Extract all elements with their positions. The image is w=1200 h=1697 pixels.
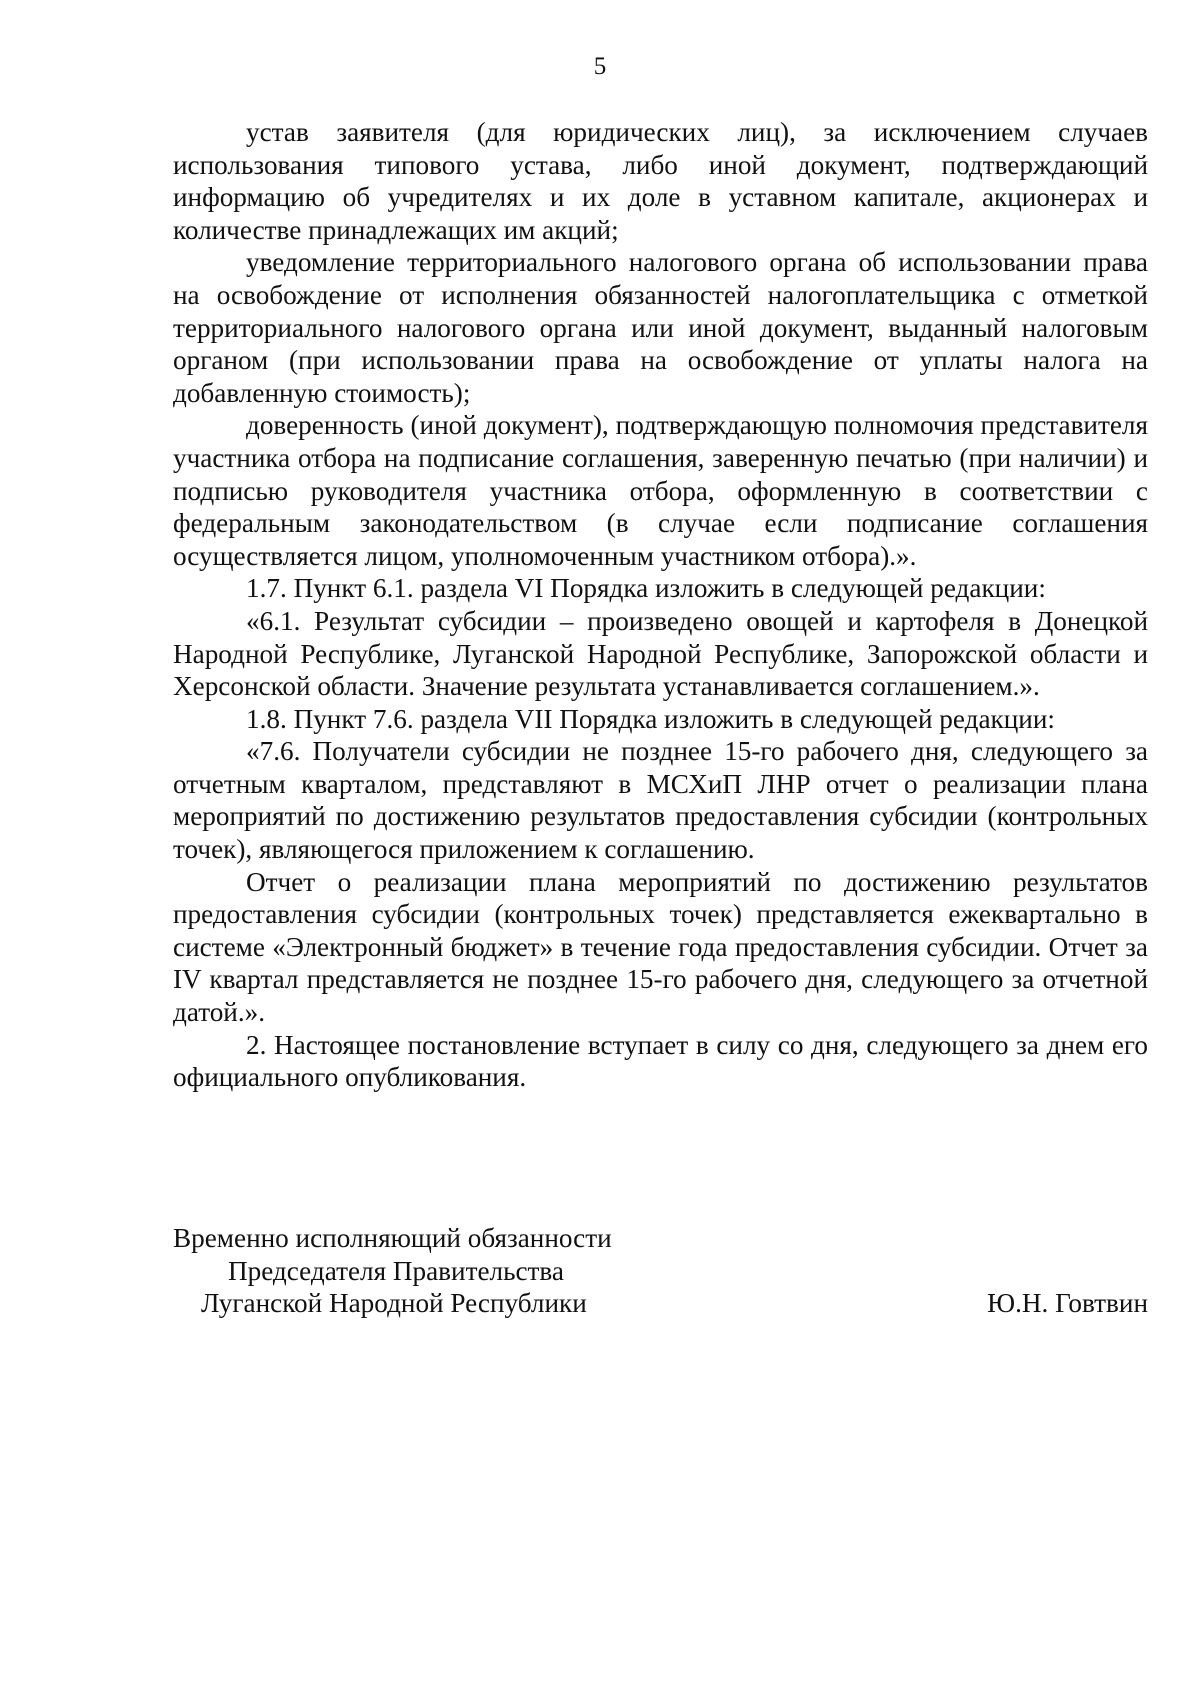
paragraph-clause-7-6: «7.6. Получатели субсидии не позднее 15-го рабочего дня, следующего за отчетным кварталом, представляют в МСХиП ЛНР отчет о реализации плана мероприятий по достижению результатов предоставления субсидии (контрольных точек), являющегося приложением к соглашению. (173, 736, 1148, 865)
document-body (173, 116, 1148, 1094)
paragraph-charter: устав заявителя (для юридических лиц), за исключением случаев использования типового устава, либо иной документ, подтверждающий информацию об учредителях и их доле в уставном капитале, акционерах и количестве принадлежащих им акций; (173, 117, 1148, 245)
paragraph-report: Отчет о реализации плана мероприятий по достижению результатов предоставления субсидии (контрольных точек) представляется ежеквартально в системе «Электронный бюджет» в течение года предоставления субсидии. Отчет за IV квартал представляется не позднее 15-го рабочего дня, следующего за отчетной датой.». (173, 866, 1148, 1028)
paragraph-item-1-7: 1.7. Пункт 6.1. раздела VI Порядка изложить в следующей редакции: (246, 573, 1046, 604)
paragraph-item-2: 2. Настоящее постановление вступает в силу со дня, следующего за днем его официального опубликования. (173, 1029, 1148, 1093)
paragraph-power-of-attorney: доверенность (иной документ), подтверждающую полномочия представителя участника отбора на подписание соглашения, заверенную печатью (при наличии) и подписью руководителя участника отбора, оформленную в соответствии с федеральным законодательством (в случае если подписание соглашения осуществляется лицом, уполномоченным участником отбора).». (173, 410, 1148, 571)
signatory-name: Ю.Н. Говтвин (987, 1288, 1148, 1318)
paragraph-item-1-8: 1.8. Пункт 7.6. раздела VII Порядка изложить в следующей редакции: (246, 703, 1055, 734)
signatory-position-line-2: Председателя Правительства (228, 1255, 564, 1286)
signatory-position-line-3: Луганской Народной Республики (201, 1288, 587, 1319)
signatory-position-line-1: Временно исполняющий обязанности (173, 1223, 612, 1253)
paragraph-tax-notice: уведомление территориального налогового органа об использовании права на освобождение от исполнения обязанностей налогоплательщика с отметкой территориального налогового органа или иной документ, выданный налоговым органом (при использовании права на освобождение от уплаты налога на добавленную стоимость); (173, 247, 1148, 408)
signature-block (173, 1222, 1148, 1320)
page-number: 5 (593, 53, 607, 80)
paragraph-clause-6-1: «6.1. Результат субсидии – произведено овощей и картофеля в Донецкой Народной Республике, Луганской Народной Республике, Запорожской области и Херсонской области. Значение результата устанавливается соглашением.». (173, 605, 1148, 702)
